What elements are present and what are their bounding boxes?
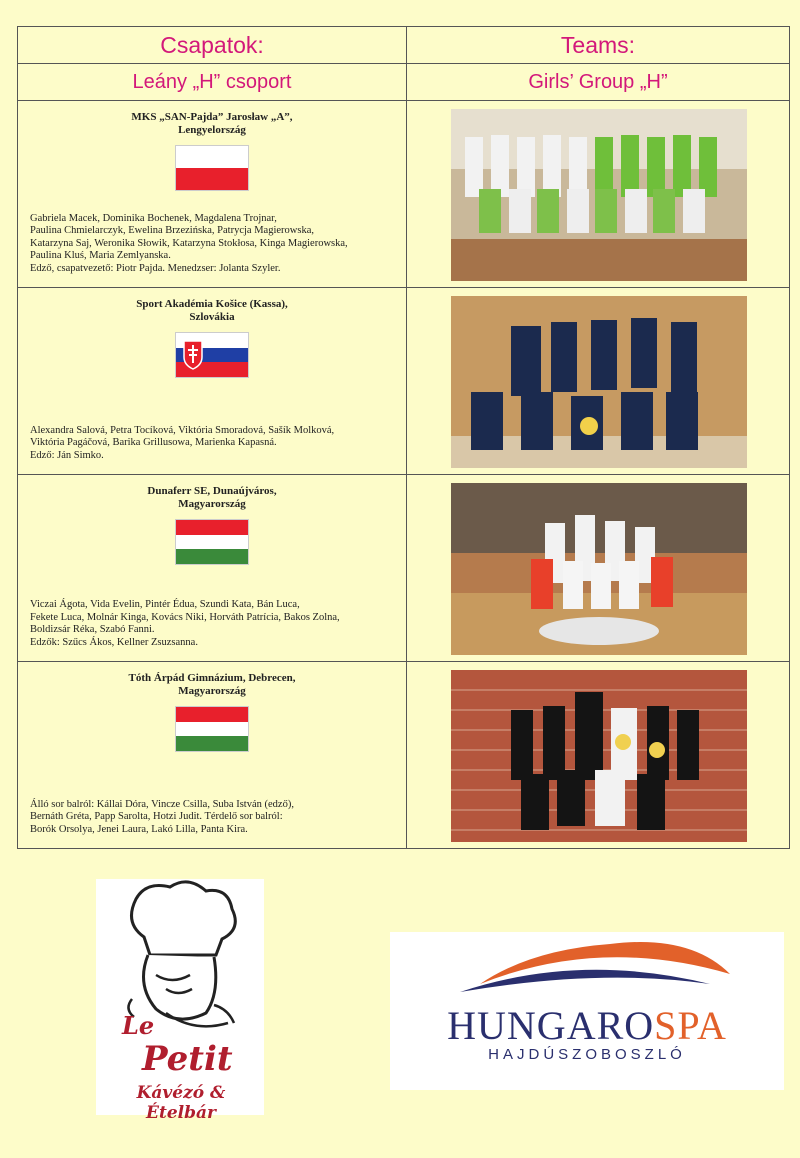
player-line: Edző: Ján Simko. — [30, 449, 104, 461]
team-info — [18, 475, 407, 662]
player-line: Borók Orsolya, Jenei Laura, Lakó Lilla, Panta Kira. — [30, 823, 248, 835]
player-line: Paulina Chmielarczyk, Ewelina Brzezińska, Patrycja Magierowska, — [30, 225, 314, 236]
team-photo-cell — [407, 101, 790, 288]
wave-icon — [390, 932, 784, 1012]
slovakia-flag-icon — [175, 332, 249, 378]
team-name — [18, 672, 406, 698]
left-subtitle: Leány „H” csoport — [18, 64, 407, 101]
player-line: Fekete Luca, Molnár Kinga, Kovács Niki, Horváth Patrícia, Bakos Zolna, — [30, 611, 340, 623]
hungarospa-logo — [390, 932, 784, 1090]
team-photo-cell — [407, 475, 790, 662]
team-photo — [451, 483, 747, 655]
team-name — [18, 485, 406, 511]
team-country: Magyarország — [178, 498, 246, 510]
player-line: Alexandra Salová, Petra Tocíková, Viktória Smoradová, Sašík Molková, — [30, 424, 335, 436]
player-list — [30, 213, 398, 276]
right-title: Teams: — [407, 27, 790, 64]
player-line: Gabriela Macek, Dominika Bochenek, Magdalena Trojnar, — [30, 212, 277, 224]
player-line: Álló sor balról: Kállai Dóra, Vincze Csilla, Suba István (edző), — [30, 798, 294, 810]
team-photo-cell — [407, 288, 790, 475]
le-petit-logo — [96, 879, 264, 1123]
team-name — [18, 111, 406, 137]
right-subtitle: Girls’ Group „H” — [407, 64, 790, 101]
team-row — [18, 288, 790, 475]
le-petit-title: Petit — [142, 1039, 233, 1079]
team-country: Lengyelország — [178, 124, 246, 136]
player-line: Viczai Ágota, Vida Evelin, Pintér Édua, Szundi Kata, Bán Luca, — [30, 599, 300, 610]
team-name — [18, 298, 406, 324]
team-row — [18, 475, 790, 662]
player-line: Edzők: Szűcs Ákos, Kellner Zsuzsanna. — [30, 636, 198, 648]
hungarospa-subtitle: HAJDÚSZOBOSZLÓ — [488, 1046, 686, 1063]
team-name-line: MKS „SAN-Pajda” Jarosław „A”, — [131, 111, 293, 123]
player-line: Boldizsár Réka, Szabó Fanni. — [30, 624, 155, 635]
player-line: Paulina Kluś, Maria Zemlyanska. — [30, 250, 171, 261]
team-photo — [451, 296, 747, 468]
hungarospa-word-b: SPA — [654, 1003, 727, 1048]
player-line: Viktória Pagáčová, Barika Grillusowa, Marienka Kapasná. — [30, 437, 277, 448]
team-row — [18, 101, 790, 288]
team-photo-cell — [407, 662, 790, 849]
team-name-line: Sport Akadémia Košice (Kassa), — [136, 298, 288, 310]
team-name-line: Tóth Árpád Gimnázium, Debrecen, — [128, 672, 296, 684]
hungarospa-word-a: HUNGARO — [447, 1003, 655, 1048]
player-line: Katarzyna Saj, Weronika Słowik, Katarzyna Stokłosa, Kinga Magierowska, — [30, 237, 348, 249]
player-list — [30, 599, 398, 649]
hungarospa-wordmark — [390, 1002, 784, 1049]
player-line: Edző, csapatvezető: Piotr Pajda. Menedzser: Jolanta Szyler. — [30, 262, 281, 274]
poland-flag-icon — [175, 145, 249, 191]
player-list — [30, 425, 398, 463]
teams-table — [17, 26, 790, 849]
player-line: Bernáth Gréta, Papp Sarolta, Hotzi Judit. Térdelő sor balról: — [30, 811, 283, 822]
le-petit-subtitle: Kávézó & Ételbár — [136, 1083, 226, 1123]
team-row — [18, 662, 790, 849]
team-country: Magyarország — [178, 685, 246, 697]
team-name-line: Dunaferr SE, Dunaújváros, — [147, 485, 277, 497]
player-list — [30, 799, 398, 837]
team-country: Szlovákia — [189, 311, 235, 323]
team-info — [18, 101, 407, 288]
le-petit-le: Le — [122, 1011, 155, 1040]
team-info — [18, 288, 407, 475]
team-photo — [451, 670, 747, 842]
hungary-flag-icon — [175, 519, 249, 565]
left-title: Csapatok: — [18, 27, 407, 64]
chef-icon — [96, 879, 264, 1115]
hungary-flag-icon — [175, 706, 249, 752]
team-photo — [451, 109, 747, 281]
team-info — [18, 662, 407, 849]
